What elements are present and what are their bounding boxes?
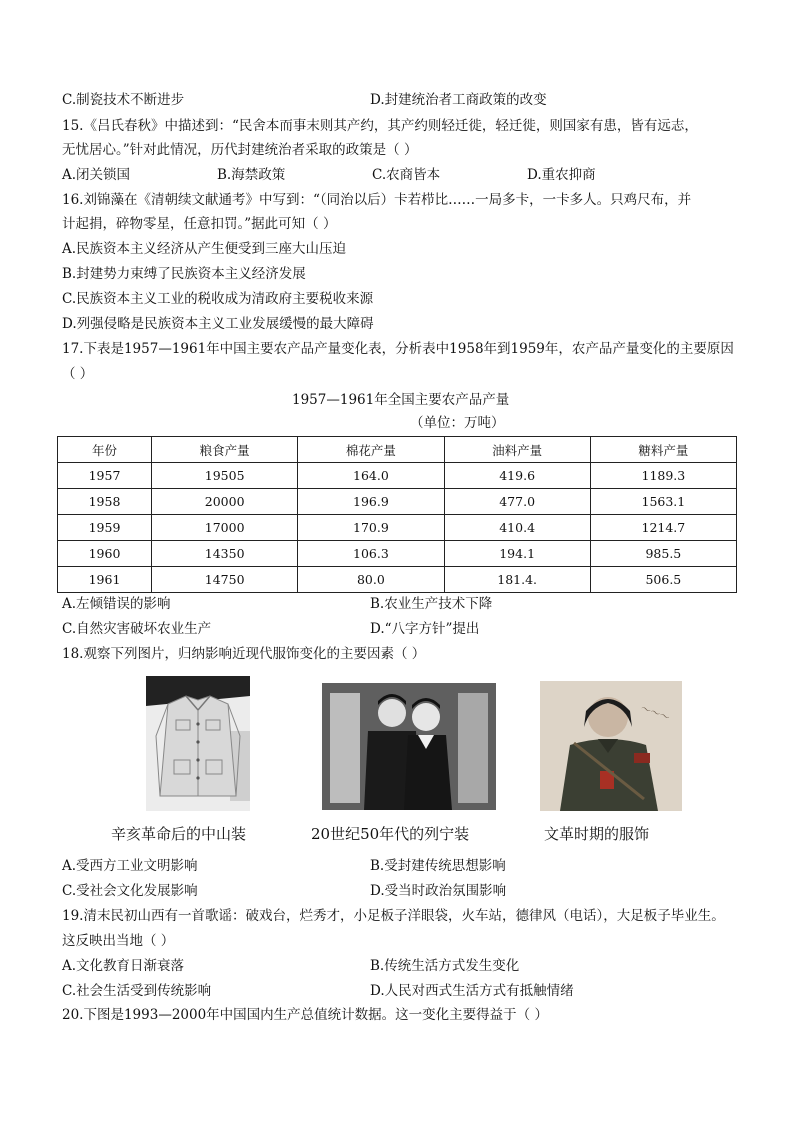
q16-option-c: C.民族资本主义工业的税收成为清政府主要税收来源 xyxy=(62,291,374,307)
cultural-revolution-photo xyxy=(540,681,682,811)
table-cell: 80.0 xyxy=(298,567,444,593)
q16-option-a: A.民族资本主义经济从产生便受到三座大山压迫 xyxy=(62,241,347,257)
table-header: 糖料产量 xyxy=(590,437,736,463)
q16-option-b: B.封建势力束缚了民族资本主义经济发展 xyxy=(62,266,306,282)
q17-option-d: D.“八字方针”提出 xyxy=(370,621,480,637)
q18-stem: 18.观察下列图片，归纳影响近现代服饰变化的主要因素（ ） xyxy=(62,646,426,662)
table-cell: 196.9 xyxy=(298,489,444,515)
table-cell: 14750 xyxy=(152,567,298,593)
table-cell: 506.5 xyxy=(590,567,736,593)
q15-option-c: C.农商皆本 xyxy=(372,167,441,183)
photo-caption-lenin: 20世纪50年代的列宁装 xyxy=(311,825,470,843)
q19-option-a: A.文化教育日渐衰落 xyxy=(62,958,185,974)
table-cell: 410.4 xyxy=(444,515,590,541)
table-header: 年份 xyxy=(58,437,152,463)
table-cell: 194.1 xyxy=(444,541,590,567)
table-cell: 164.0 xyxy=(298,463,444,489)
q19-option-c: C.社会生活受到传统影响 xyxy=(62,983,212,999)
q19-stem-line2: 这反映出当地（ ） xyxy=(62,933,175,949)
table-cell: 1959 xyxy=(58,515,152,541)
table-header-row xyxy=(58,437,737,463)
table-header: 油料产量 xyxy=(444,437,590,463)
lenin-suit-photo xyxy=(322,683,496,810)
table-row xyxy=(58,515,737,541)
production-table xyxy=(57,436,737,593)
svg-text:～～～: ～～～ xyxy=(638,703,671,725)
q15-stem-line2: 无忧居心。”针对此情况，历代封建统治者采取的政策是（ ） xyxy=(62,142,418,158)
photo-caption-zhongshan: 辛亥革命后的中山装 xyxy=(111,825,247,843)
table-row xyxy=(58,567,737,593)
cultural-revolution-image xyxy=(540,681,682,811)
q16-option-d: D.列强侵略是民族资本主义工业发展缓慢的最大障碍 xyxy=(62,316,374,332)
table-row xyxy=(58,541,737,567)
q15-option-a: A.闭关锁国 xyxy=(62,167,131,183)
q19-option-b: B.传统生活方式发生变化 xyxy=(370,958,520,974)
table-cell: 20000 xyxy=(152,489,298,515)
q16-stem-line2: 计起捐，碎物零星，任意扣罚。”据此可知（ ） xyxy=(62,216,337,232)
table-row xyxy=(58,463,737,489)
table-cell: 170.9 xyxy=(298,515,444,541)
table-cell: 985.5 xyxy=(590,541,736,567)
table-header: 棉花产量 xyxy=(298,437,444,463)
q15-stem-line1: 15.《吕氏春秋》中描述到：“民舍本而事末则其产约，其产约则轻迁徙，轻迁徙，则国家有患，皆有远志， xyxy=(62,118,698,134)
q18-option-d: D.受当时政治氛围影响 xyxy=(370,883,507,899)
q14-option-d: D.封建统治者工商政策的改变 xyxy=(370,92,547,108)
q17-option-b: B.农业生产技术下降 xyxy=(370,596,493,612)
table-header: 粮食产量 xyxy=(152,437,298,463)
q15-option-d: D.重农抑商 xyxy=(527,167,596,183)
photo-caption-cultural-revolution: 文革时期的服饰 xyxy=(544,825,650,843)
table-row xyxy=(58,489,737,515)
table-cell: 1957 xyxy=(58,463,152,489)
table-cell: 14350 xyxy=(152,541,298,567)
q17-stem-line2: （ ） xyxy=(62,366,94,382)
lenin-suit-image xyxy=(322,683,496,810)
table-cell: 19505 xyxy=(152,463,298,489)
table-cell: 1958 xyxy=(58,489,152,515)
table-cell: 1961 xyxy=(58,567,152,593)
q14-option-c: C.制瓷技术不断进步 xyxy=(62,92,185,108)
q19-option-d: D.人民对西式生活方式有抵触情绪 xyxy=(370,983,574,999)
table-cell: 17000 xyxy=(152,515,298,541)
table-cell: 181.4. xyxy=(444,567,590,593)
table-cell: 1214.7 xyxy=(590,515,736,541)
q18-option-b: B.受封建传统思想影响 xyxy=(370,858,506,874)
table-cell: 1189.3 xyxy=(590,463,736,489)
table-cell: 106.3 xyxy=(298,541,444,567)
q18-option-a: A.受西方工业文明影响 xyxy=(62,858,198,874)
table-title: 1957—1961年全国主要农产品产量 xyxy=(292,392,510,408)
zhongshan-suit-image xyxy=(146,676,250,811)
table-cell: 419.6 xyxy=(444,463,590,489)
q18-option-c: C.受社会文化发展影响 xyxy=(62,883,198,899)
table-cell: 1960 xyxy=(58,541,152,567)
q17-option-c: C.自然灾害破坏农业生产 xyxy=(62,621,212,637)
zhongshan-suit-photo xyxy=(146,676,250,811)
q15-option-b: B.海禁政策 xyxy=(217,167,286,183)
q19-stem-line1: 19.清末民初山西有一首歌谣：破戏台，烂秀才，小足板子洋眼袋，火车站，德律风（电话），大足板子毕业生。 xyxy=(62,908,725,924)
q16-stem-line1: 16.刘锦藻在《清朝续文献通考》中写到：“（同治以后）卡若栉比……一局多卡，一卡多人。只鸡尺布，并 xyxy=(62,192,692,208)
table-cell: 477.0 xyxy=(444,489,590,515)
q17-option-a: A.左倾错误的影响 xyxy=(62,596,171,612)
q20-stem: 20.下图是1993—2000年中国国内生产总值统计数据。这一变化主要得益于（ ） xyxy=(62,1007,548,1023)
table-cell: 1563.1 xyxy=(590,489,736,515)
q17-stem-line1: 17.下表是1957—1961年中国主要农产品产量变化表，分析表中1958年到1959年，农产品产量变化的主要原因 xyxy=(62,341,734,357)
table-unit: （单位：万吨） xyxy=(410,415,505,431)
